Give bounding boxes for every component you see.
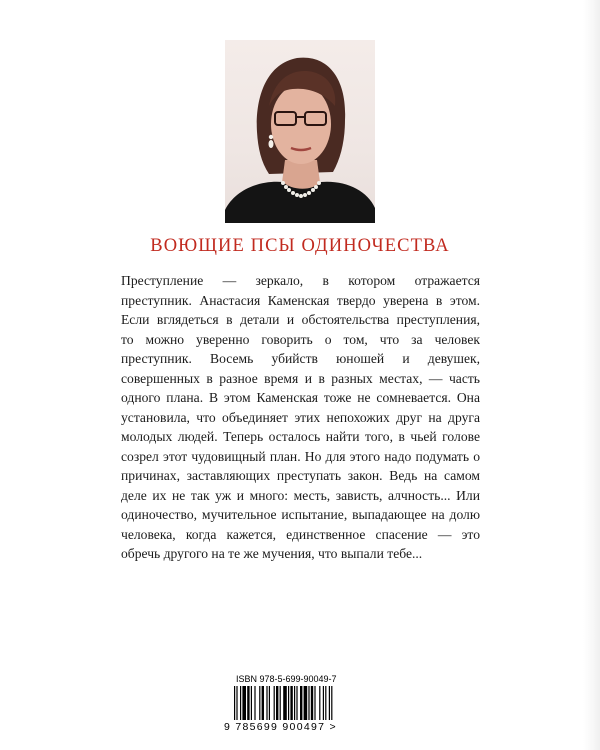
barcode-bar bbox=[242, 686, 246, 720]
barcode-bar bbox=[304, 686, 308, 720]
blurb-line: деле их не так уж и много: месть, зависть, алчность... Или bbox=[121, 487, 480, 503]
blurb-line: то можно уверенно говорить о том, что за человек bbox=[121, 331, 480, 347]
barcode-bar bbox=[290, 686, 292, 720]
barcode bbox=[234, 686, 370, 722]
barcode-bar bbox=[323, 686, 324, 720]
barcode-bar bbox=[331, 686, 332, 720]
blurb-line: Преступление — зеркало, в котором отражается bbox=[121, 273, 480, 288]
blurb-text bbox=[121, 271, 480, 564]
blurb-line: установила, что объединяет этих непохожих друг на друга bbox=[121, 409, 480, 425]
barcode-bar bbox=[269, 686, 270, 720]
barcode-bar bbox=[308, 686, 309, 720]
blurb-line: Если вглядеться в детали и обстоятельства преступления, bbox=[121, 312, 480, 327]
barcode-bar bbox=[274, 686, 275, 720]
author-portrait bbox=[225, 40, 375, 223]
barcode-bar bbox=[283, 686, 287, 720]
barcode-bar bbox=[294, 686, 295, 720]
barcode-bar bbox=[280, 686, 281, 720]
barcode-digits: 9 785699 900497 > bbox=[224, 721, 337, 733]
barcode-bar bbox=[314, 686, 315, 720]
barcode-bar bbox=[311, 686, 313, 720]
blurb-line: совершенных в разное время и в разных местах, — часть bbox=[121, 370, 480, 386]
blurb-line: созрел этот чудовищный план. Но для этого надо подумать о bbox=[121, 448, 480, 464]
book-title: ВОЮЩИЕ ПСЫ ОДИНОЧЕСТВА bbox=[150, 236, 450, 256]
barcode-bar bbox=[266, 686, 267, 720]
page-edge-shadow bbox=[583, 0, 600, 750]
barcode-bar bbox=[254, 686, 255, 720]
barcode-bar bbox=[236, 686, 237, 720]
barcode-bar bbox=[247, 686, 249, 720]
barcode-bar bbox=[259, 686, 260, 720]
blurb-line: человека, когда кажется, единственное спасение — это bbox=[121, 526, 480, 542]
blurb-line: причинах, заставляющих преступать закон. Ведь на самом bbox=[121, 468, 480, 483]
barcode-bar bbox=[234, 686, 235, 720]
barcode-bar bbox=[276, 686, 278, 720]
isbn-label: ISBN 978-5-699-90049-7 bbox=[236, 674, 337, 684]
blurb-line: молодых людей. Теперь осталось найти того, в чьей голове bbox=[121, 429, 480, 444]
barcode-bar bbox=[251, 686, 252, 720]
barcode-bar bbox=[300, 686, 302, 720]
barcode-bar bbox=[240, 686, 241, 720]
blurb-line: одного плана. В этом Каменская тоже не сомневается. Она bbox=[121, 390, 480, 405]
blurb-line: обречь другого на те же мучения, что выпали тебе... bbox=[121, 546, 423, 561]
barcode-bar bbox=[325, 686, 326, 720]
barcode-bar bbox=[296, 686, 297, 720]
barcode-bar bbox=[288, 686, 289, 720]
barcode-bar bbox=[329, 686, 330, 720]
blurb-line: преступник. Восемь убийств юношей и девушек, bbox=[121, 351, 480, 366]
blurb-line: одиночество, мучительное испытание, выпадающее на долю bbox=[121, 507, 480, 522]
barcode-bar bbox=[319, 686, 320, 720]
blurb-line: преступник. Анастасия Каменская твердо уверена в этом. bbox=[121, 292, 480, 308]
barcode-bar bbox=[262, 686, 264, 720]
